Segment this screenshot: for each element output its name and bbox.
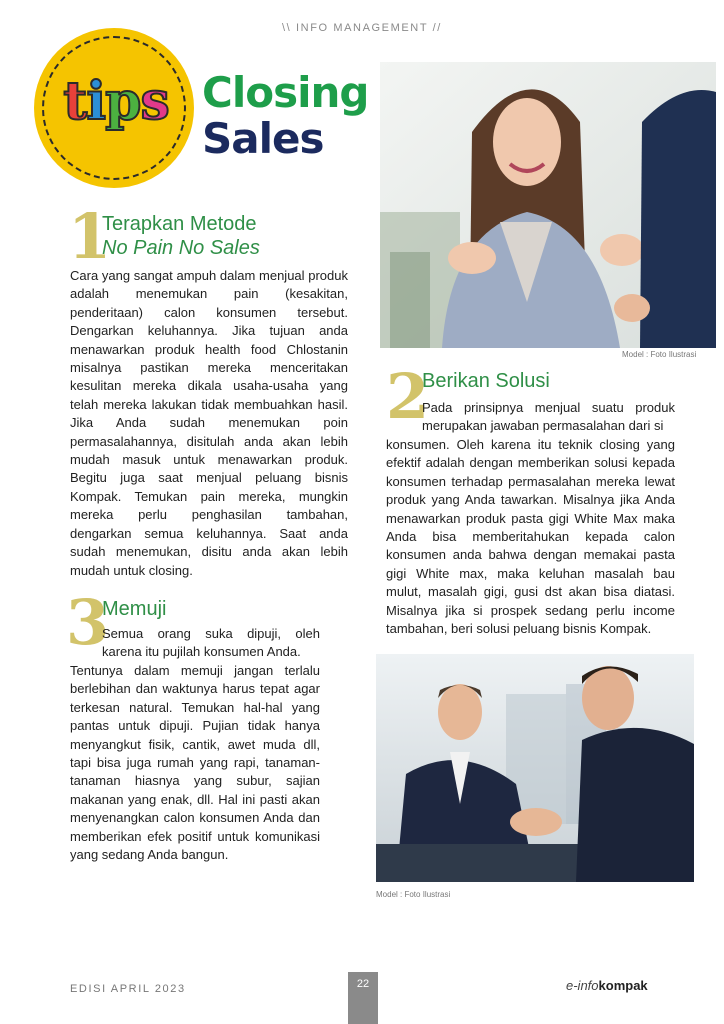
tips-letter-t: t xyxy=(63,71,87,132)
top-photo-caption: Model : Foto Ilustrasi xyxy=(622,350,697,359)
brand-prefix: e-info xyxy=(566,978,599,993)
section-1-number: 1 xyxy=(68,200,112,273)
section-label: \\ INFO MANAGEMENT // xyxy=(282,22,442,34)
tips-word xyxy=(48,72,184,132)
page-title-line1: Closing xyxy=(202,68,369,117)
section-1-heading-line1: Terapkan Metode xyxy=(102,213,257,235)
section-2-heading: Berikan Solusi xyxy=(422,370,550,392)
page-title-line2: Sales xyxy=(202,114,324,163)
section-1-heading-line2 xyxy=(102,236,260,260)
section-1-heading-italic: No Pain No Sales xyxy=(102,237,260,259)
section-1-heading xyxy=(102,212,260,260)
section-2-body: konsumen. Oleh karena itu teknik closing yang efektif adalah dengan memberikan solusi kepada konsumen terhadap permasalahan mereka lewat produk yang Anda tawarkan. Misalnya jika Anda menawarkan produk pasta gigi White Max maka Anda bisa memberitahukan kepada calon konsumen anda bahwa dengan memakai pasta gigi White max, maka keluhan masalah bau mulut, masalah gigi, gusi dst akan bisa diatasi. Misalnya jika si prospek sedang perlu income tambahan, beri solusi peluang bisnis Kompak. xyxy=(386,437,675,637)
section-3-body: Tentunya dalam memuji jangan terlalu berlebihan dan waktunya harus tepat agar terkesan natural. Temukan hal-hal yang pantas untuk dipuji. Pujian tidak hanya menyangkut fisik, cantik, awet muda dll, tapi bisa juga rumah yang rapi, tanaman-tanaman hiasnya yang subur, sajian makanan yang enak, dll. Hal ini pasti akan menyenangkan calon konsumen Anda dan memberikan efek positif untuk komunikasi yang sedang Anda bangun. xyxy=(70,663,320,863)
edition-label: EDISI APRIL 2023 xyxy=(70,983,186,995)
section-3-heading: Memuji xyxy=(102,598,167,620)
brand-wordmark xyxy=(566,978,648,993)
section-2-body-indented: Pada prinsipnya menjual suatu produk merupakan jawaban permasalahan dari si xyxy=(422,400,675,434)
tips-letter-i: i xyxy=(86,71,106,132)
tips-letter-p: p xyxy=(105,71,141,132)
bottom-photo xyxy=(376,654,694,882)
brand-bold: kompak xyxy=(598,978,648,993)
tips-letter-s: s xyxy=(140,71,169,132)
section-3-number: 3 xyxy=(66,586,110,659)
section-2-number: 2 xyxy=(386,360,430,433)
bottom-photo-caption: Model : Foto Ilustrasi xyxy=(376,890,451,899)
section-1-body: Cara yang sangat ampuh dalam menjual produk adalah menemukan pain (kesakitan, penderitaan) calon konsumen tersebut. Dengarkan keluhannya. Jika tujuan anda menawarkan produk health food Chlostanin misalnya pastikan mereka menceritakan kesulitan mereka dikala usaha-usaha yang telah mereka lakukan tidak membuahkan hasil. Jika Anda sudah menemukan poin permasalahannya, disitulah anda akan lebih mudah masuk untuk menawarkan produk. Begitu juga saat menjual peluang bisnis Kompak. Temukan pain mereka, mungkin mereka perlu penghasilan tambahan, dengarkan semua keluhannya. Saat anda sudah menemukan, disitu anda akan lebih mudah untuk closing. xyxy=(70,268,348,578)
photo-handshake xyxy=(376,654,694,882)
tips-badge xyxy=(34,28,194,188)
photo-businesswoman xyxy=(380,62,716,348)
section-3-body-indented: Semua orang suka dipuji, oleh karena itu pujilah konsumen Anda. xyxy=(102,626,320,660)
page-number: 22 xyxy=(348,972,378,1024)
top-photo xyxy=(380,62,716,348)
